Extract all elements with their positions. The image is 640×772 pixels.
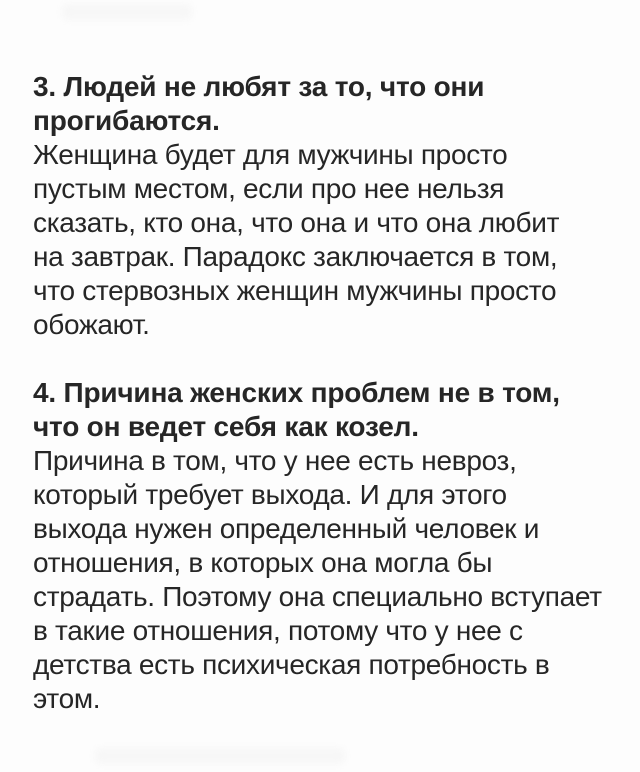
body-line: этом. bbox=[33, 683, 101, 714]
body-line: Причина в том, что у нее есть невроз, bbox=[33, 445, 517, 476]
body-line: отношения, в которых она могла бы bbox=[33, 547, 493, 578]
heading-line: 4. Причина женских проблем не в том, bbox=[33, 377, 560, 408]
body-line: пустым местом, если про нее нельзя bbox=[33, 173, 505, 204]
heading-line: прогибаются. bbox=[33, 105, 220, 136]
heading-line: 3. Людей не любят за то, что они bbox=[33, 71, 485, 102]
body-line: в такие отношения, потому что у нее с bbox=[33, 615, 523, 646]
body-line: детства есть психическая потребность в bbox=[33, 649, 550, 680]
body-line: выхода нужен определенный человек и bbox=[33, 513, 540, 544]
noise-smudge bbox=[95, 748, 345, 764]
body-line: обожают. bbox=[33, 309, 150, 340]
heading-line: что он ведет себя как козел. bbox=[33, 411, 419, 442]
body-line: на завтрак. Парадокс заключается в том, bbox=[33, 241, 558, 272]
body-line: сказать, кто она, что она и что она любит bbox=[33, 207, 560, 238]
section-3-body bbox=[33, 138, 610, 342]
body-line: Женщина будет для мужчины просто bbox=[33, 139, 508, 170]
body-line: который требует выхода. И для этого bbox=[33, 479, 507, 510]
section-3-heading bbox=[33, 70, 610, 138]
body-line: страдать. Поэтому она специально вступает bbox=[33, 581, 602, 612]
body-line: что стервозных женщин мужчины просто bbox=[33, 275, 557, 306]
section-4-heading bbox=[33, 376, 610, 444]
noise-smudge bbox=[62, 4, 192, 20]
section-4-body bbox=[33, 444, 610, 716]
